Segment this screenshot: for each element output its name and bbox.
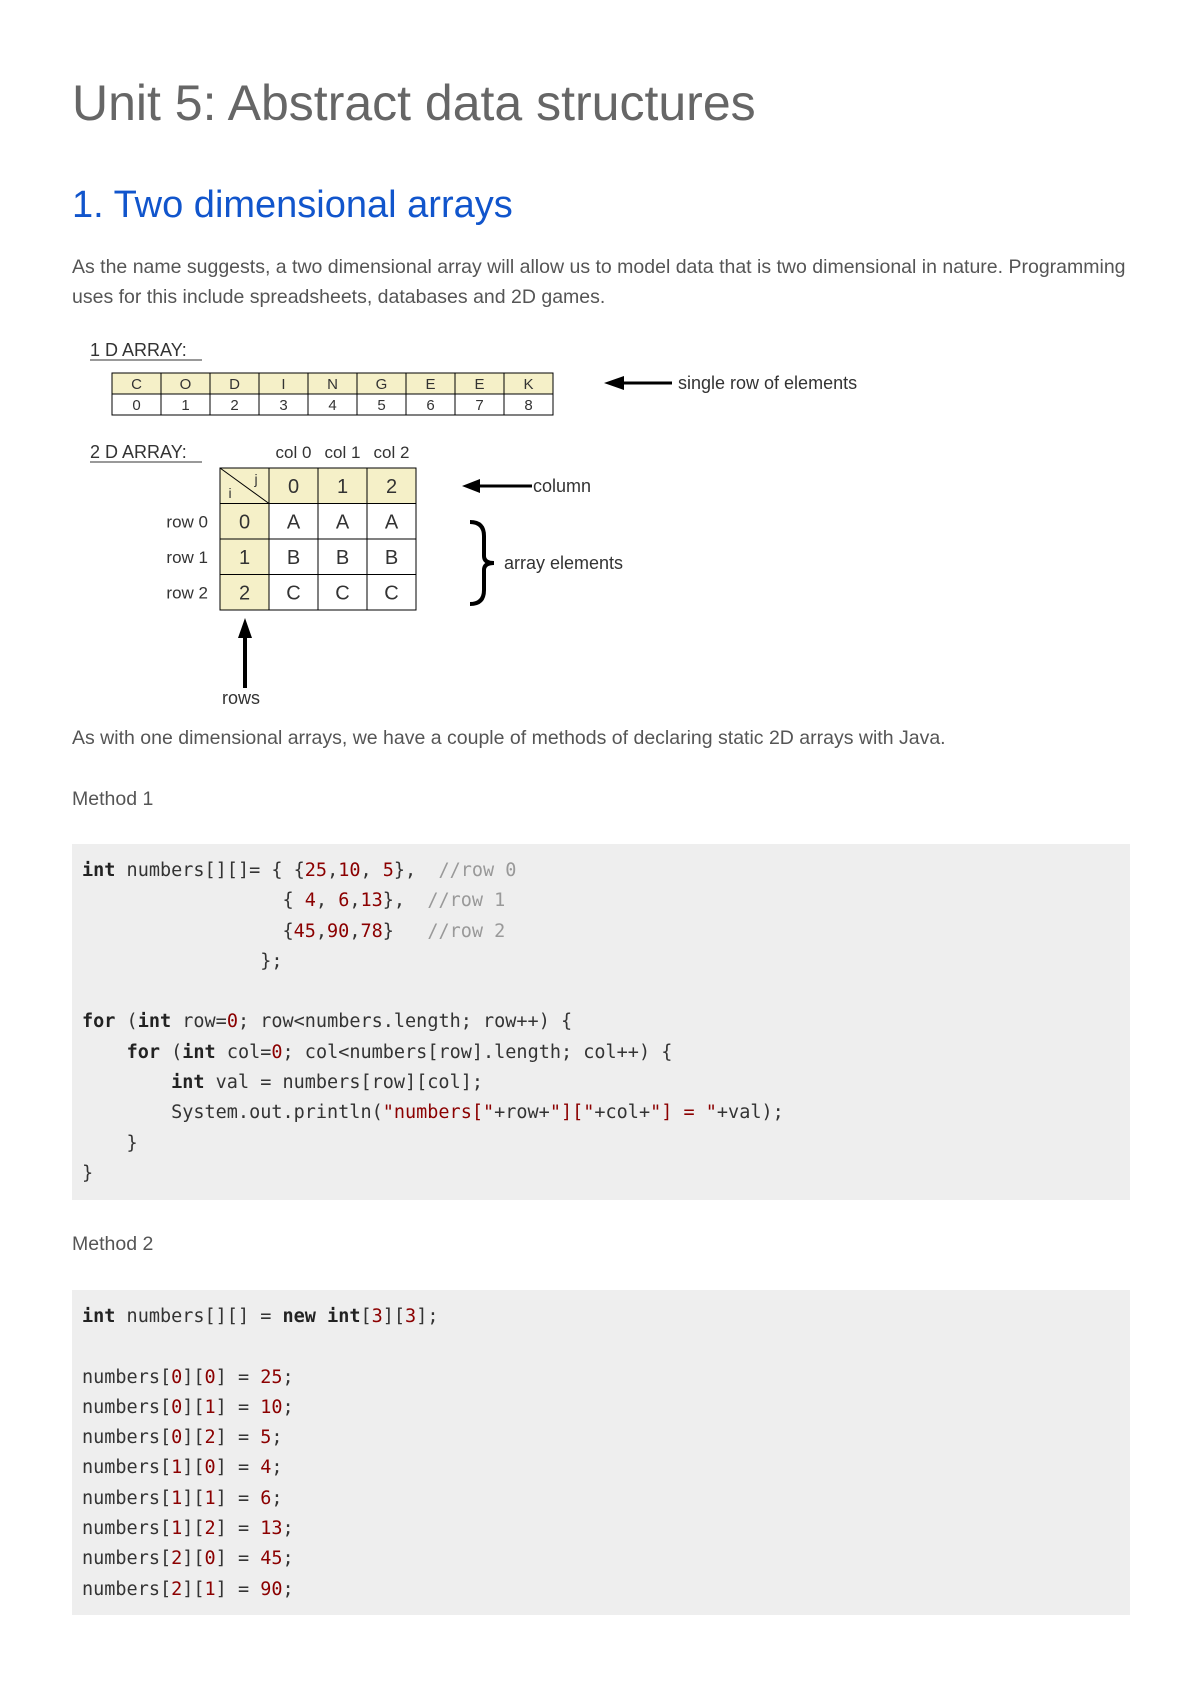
code-token: ,: [315, 890, 339, 912]
array-element: C: [286, 582, 301, 605]
code-token: ;: [282, 1548, 294, 1570]
code-token: (: [159, 1041, 183, 1063]
code-token: 45: [260, 1548, 283, 1570]
code-token: 0: [271, 1041, 283, 1063]
one-d-index: 0: [132, 397, 141, 414]
code-line: [82, 1068, 1130, 1098]
code-token: ;: [282, 1396, 294, 1418]
code-token: "] = ": [650, 1102, 717, 1124]
row-label: row 2: [166, 583, 208, 603]
code-token: 90: [260, 1578, 283, 1600]
code-token: "][": [549, 1102, 595, 1124]
code-token: };: [82, 950, 283, 972]
code-token: ;: [282, 1366, 294, 1388]
one-d-letter: I: [281, 376, 286, 393]
page-title: Unit 5: Abstract data structures: [72, 75, 756, 131]
code-token: ][: [182, 1518, 205, 1540]
arrow-rows-head: [238, 618, 252, 638]
label-2d-array: 2 D ARRAY:: [90, 442, 187, 462]
code-token: ,: [360, 860, 383, 881]
code-token: ][: [182, 1396, 205, 1418]
one-d-letter: C: [131, 376, 142, 393]
code-token: int: [137, 1011, 172, 1033]
code-token: 1: [204, 1578, 216, 1600]
declaration-paragraph: As with one dimensional arrays, we have a couple of methods of declaring static 2D arrays with Java.: [72, 727, 946, 749]
code-token: }: [82, 1132, 138, 1154]
one-d-letter: E: [474, 376, 485, 393]
code-token: int: [182, 1041, 216, 1063]
code-token: ][: [182, 1457, 205, 1479]
col-label: col 1: [324, 443, 361, 462]
code-token: row=: [171, 1011, 227, 1033]
code-token: 78: [360, 920, 383, 942]
code-line: [82, 1007, 1130, 1037]
code-token: 0: [171, 1366, 183, 1388]
code-line: [82, 977, 1130, 1007]
code-token: System.out.println(: [82, 1102, 383, 1124]
code-token: ; row<numbers.length; row++) {: [237, 1011, 573, 1033]
row-header: 0: [238, 511, 251, 534]
row-header: 2: [238, 582, 251, 605]
code-line: [82, 917, 1130, 947]
array-element: A: [335, 511, 350, 534]
code-block-method-1: [72, 844, 1130, 1200]
code-token: 2: [204, 1518, 216, 1540]
code-token: ;: [282, 1578, 294, 1600]
code-token: 0: [204, 1548, 216, 1570]
code-token: ] =: [215, 1548, 261, 1570]
code-token: [82, 1072, 171, 1093]
code-token: ] =: [215, 1518, 261, 1540]
code-token: [316, 1306, 327, 1327]
code-line: [82, 1453, 1130, 1483]
one-d-letter: G: [375, 376, 388, 393]
row-header: 1: [238, 547, 251, 569]
one-d-index: 5: [377, 397, 386, 414]
code-token: int: [327, 1306, 361, 1327]
col-header: 1: [336, 476, 349, 498]
code-token: 2: [171, 1578, 183, 1600]
one-d-index: 6: [426, 397, 435, 414]
code-token: ][: [382, 1306, 406, 1327]
code-token: ] =: [215, 1366, 261, 1388]
annotation-single-row: single row of elements: [678, 373, 858, 393]
corner-j: j: [254, 471, 258, 487]
code-token: numbers[: [82, 1396, 172, 1418]
code-token: ][: [182, 1578, 205, 1600]
code-token: 10: [338, 860, 361, 881]
code-token: ,: [315, 920, 328, 942]
one-d-letter: E: [425, 376, 436, 393]
code-token: 3: [371, 1306, 383, 1327]
row-label: row 0: [166, 512, 208, 532]
code-token: },: [382, 890, 428, 912]
one-d-index: 7: [475, 397, 484, 414]
code-token: ,: [349, 920, 361, 942]
code-line: [82, 1332, 1130, 1362]
code-token: {: [82, 920, 294, 942]
code-token: ];: [416, 1306, 439, 1327]
code-token: //row 0: [438, 860, 517, 881]
code-line: [82, 1129, 1130, 1159]
col-label: col 0: [275, 443, 312, 462]
code-token: 25: [260, 1366, 283, 1388]
code-token: 1: [171, 1487, 183, 1509]
code-token: 6: [260, 1487, 272, 1509]
code-token: 1: [204, 1487, 216, 1509]
code-token: 1: [204, 1396, 216, 1418]
col-header: 2: [385, 476, 398, 498]
one-d-array-grid: [112, 373, 553, 415]
code-token: [: [360, 1306, 372, 1327]
code-token: ; col<numbers[row].length; col++) {: [282, 1041, 673, 1063]
code-token: 5: [382, 860, 394, 881]
annotation-array-elements: array elements: [504, 553, 624, 573]
code-line: [82, 947, 1130, 977]
one-d-letter: N: [327, 376, 338, 393]
code-token: 45: [293, 920, 316, 942]
code-token: int: [82, 1306, 116, 1327]
code-token: 0: [204, 1366, 216, 1388]
code-line: [82, 1363, 1130, 1393]
code-token: numbers[: [82, 1548, 172, 1570]
code-token: 90: [327, 920, 350, 942]
code-token: numbers[: [82, 1366, 172, 1388]
code-token: val = numbers[row][col];: [204, 1072, 483, 1094]
code-token: new: [282, 1306, 316, 1327]
code-token: 4: [260, 1457, 272, 1479]
code-token: ] =: [215, 1457, 261, 1479]
code-token: 25: [304, 860, 328, 881]
code-token: for: [82, 1011, 116, 1033]
code-token: for: [126, 1041, 160, 1063]
code-token: ;: [271, 1427, 283, 1449]
code-token: 0: [226, 1011, 238, 1033]
code-line: [82, 1575, 1130, 1605]
array-element: A: [286, 511, 301, 534]
array-element: B: [384, 547, 399, 569]
corner-i: i: [228, 485, 232, 501]
code-token: +row+: [494, 1102, 550, 1124]
array-element: C: [384, 582, 399, 605]
code-token: ][: [182, 1487, 205, 1509]
code-token: 2: [171, 1548, 183, 1570]
code-line: [82, 1159, 1130, 1189]
code-line: [82, 1423, 1130, 1453]
code-token: numbers[: [82, 1457, 172, 1479]
code-token: "numbers[": [382, 1102, 495, 1124]
code-token: [82, 1042, 127, 1063]
code-token: 0: [171, 1427, 183, 1449]
array-element: B: [286, 547, 301, 569]
code-token: ][: [182, 1366, 205, 1388]
code-token: 2: [204, 1427, 216, 1449]
code-token: 13: [260, 1518, 283, 1540]
annotation-rows: rows: [222, 688, 261, 708]
code-token: ] =: [215, 1578, 261, 1600]
code-token: ] =: [215, 1427, 261, 1449]
code-token: ;: [271, 1487, 283, 1509]
arrow-1d-head: [604, 376, 624, 390]
code-token: numbers[][]= { {: [115, 860, 305, 881]
code-token: numbers[: [82, 1518, 172, 1540]
code-line: [82, 1514, 1130, 1544]
code-token: //row 2: [427, 920, 506, 942]
section-title: 1. Two dimensional arrays: [72, 184, 513, 226]
code-token: ,: [327, 860, 339, 881]
code-token: ,: [349, 890, 361, 912]
code-token: 1: [171, 1457, 183, 1479]
code-token: ] =: [215, 1487, 261, 1509]
intro-paragraph: As the name suggests, a two dimensional array will allow us to model data that is two dimensional in nature. Programming uses for this include spreadsheets, databases and 2D games.: [72, 256, 1126, 308]
code-token: 4: [304, 890, 316, 912]
code-token: ] =: [215, 1396, 261, 1418]
two-d-array-grid: [166, 443, 416, 610]
code-token: 0: [171, 1396, 183, 1418]
code-token: (: [115, 1011, 138, 1033]
code-line: [82, 1393, 1130, 1423]
code-token: //row 1: [427, 890, 506, 912]
code-token: 13: [360, 890, 383, 912]
code-line: [82, 856, 1130, 886]
code-token: 3: [405, 1306, 417, 1327]
code-token: numbers[][] =: [115, 1306, 283, 1327]
code-line: [82, 1484, 1130, 1514]
array-diagram: [72, 330, 902, 708]
code-token: }: [382, 920, 428, 942]
code-token: numbers[: [82, 1427, 172, 1449]
code-token: +col+: [594, 1102, 651, 1124]
code-line: [82, 886, 1130, 916]
code-token: 5: [260, 1427, 272, 1449]
method-1-label: Method 1: [72, 788, 154, 810]
one-d-letter: K: [523, 376, 534, 393]
code-token: int: [82, 860, 116, 881]
method-2-label: Method 2: [72, 1233, 154, 1255]
code-token: 10: [260, 1396, 283, 1418]
code-token: ][: [182, 1427, 205, 1449]
code-token: int: [171, 1072, 205, 1094]
array-elements-brace: [470, 522, 494, 604]
code-token: ][: [182, 1548, 205, 1570]
code-line: [82, 1302, 1130, 1332]
arrow-column-head: [462, 479, 480, 493]
code-token: numbers[: [82, 1487, 172, 1509]
array-element: B: [335, 547, 350, 569]
code-token: numbers[: [82, 1578, 172, 1600]
code-line: [82, 1098, 1130, 1128]
annotation-column: column: [533, 476, 592, 496]
one-d-letter: O: [179, 376, 192, 393]
code-line: [82, 1038, 1130, 1068]
col-label: col 2: [373, 443, 410, 462]
code-token: }: [82, 1162, 94, 1184]
code-token: 1: [171, 1518, 183, 1540]
one-d-index: 2: [230, 397, 239, 414]
one-d-index: 3: [279, 397, 288, 414]
col-header: 0: [287, 476, 300, 498]
one-d-index: 4: [328, 397, 337, 414]
code-token: +val);: [716, 1102, 784, 1124]
one-d-index: 1: [181, 397, 190, 414]
code-token: 0: [204, 1457, 216, 1479]
code-token: ;: [282, 1518, 294, 1540]
array-element: C: [335, 582, 350, 605]
code-token: col=: [215, 1041, 272, 1063]
one-d-letter: D: [229, 376, 240, 393]
code-token: {: [82, 890, 305, 912]
label-1d-array: 1 D ARRAY:: [90, 340, 187, 360]
code-line: [82, 1544, 1130, 1574]
array-element: A: [384, 511, 399, 534]
row-label: row 1: [166, 548, 208, 567]
code-token: 6: [338, 890, 350, 912]
code-token: },: [393, 860, 439, 881]
code-block-method-2: [72, 1290, 1130, 1615]
one-d-index: 8: [524, 397, 533, 414]
code-token: ;: [271, 1457, 283, 1479]
